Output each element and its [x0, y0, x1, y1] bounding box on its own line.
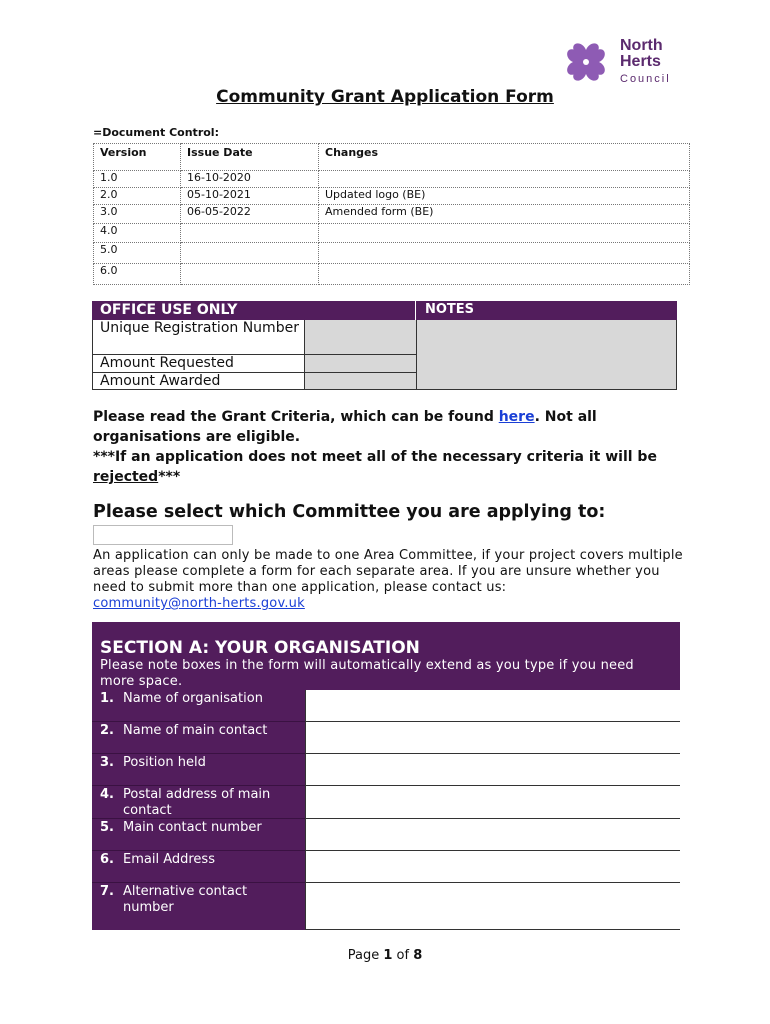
page-footer [0, 948, 770, 963]
field-label-alternative-contact [92, 883, 305, 930]
table-row [94, 243, 690, 264]
column-header-changes: Changes [319, 144, 690, 171]
committee-heading: Please select which Committee you are applying to: [93, 502, 606, 522]
table-row [94, 188, 690, 205]
amount-requested-field[interactable] [304, 355, 416, 373]
table-cell: 5.0 [94, 243, 181, 264]
field-number: 6. [100, 852, 114, 867]
document-control-table [93, 143, 690, 285]
office-use-heading: OFFICE USE ONLY [100, 302, 238, 318]
amount-awarded-field[interactable] [304, 373, 416, 389]
field-label-main-contact [92, 722, 305, 754]
amount-requested-label: Amount Requested [93, 355, 304, 373]
section-a-title: SECTION A: YOUR ORGANISATION [100, 638, 420, 658]
table-row [94, 171, 690, 188]
unique-registration-number-label: Unique Registration Number [93, 320, 304, 355]
amount-awarded-label: Amount Awarded [100, 373, 221, 389]
table-cell: 06-05-2022 [181, 205, 319, 224]
total-pages: 8 [413, 948, 423, 963]
notes-field[interactable] [416, 320, 676, 389]
committee-instructions-text: An application can only be made to one Area Committee, if your project covers multiple areas please complete a form for each separate area. If you are unsure whether you need to submit more than one application, please contact us: [93, 548, 683, 595]
notice-warning-text: ***If an application does not meet all of the necessary criteria it will be [93, 449, 657, 465]
notice-text: . Not all organisations are eligible. [93, 409, 597, 445]
field-number: 7. [100, 884, 114, 899]
table-cell [319, 264, 690, 285]
column-header-issue-date: Issue Date [181, 144, 319, 171]
unique-registration-number-field[interactable] [304, 320, 416, 355]
field-number: 4. [100, 787, 114, 802]
alternative-contact-input[interactable] [305, 883, 680, 930]
field-label-text: Alternative contact number [123, 884, 248, 915]
organisation-name-input[interactable] [305, 690, 680, 722]
email-input[interactable] [305, 851, 680, 883]
field-label-text: Name of main contact [123, 723, 268, 738]
office-use-header [92, 301, 677, 320]
table-cell: 1.0 [94, 171, 181, 188]
footer-text: Page [347, 948, 384, 963]
footer-text: of [392, 948, 414, 963]
main-contact-input[interactable] [305, 722, 680, 754]
section-a-header [92, 622, 680, 690]
field-label-text: Email Address [123, 852, 215, 867]
current-page-number: 1 [383, 948, 393, 963]
table-cell: 16-10-2020 [181, 171, 319, 188]
table-cell [319, 243, 690, 264]
notice-text: Please read the Grant Criteria, which can be found [93, 409, 499, 425]
table-cell [181, 224, 319, 243]
logo-line-3: Council [620, 73, 671, 85]
field-number: 1. [100, 691, 114, 706]
field-number: 2. [100, 723, 114, 738]
section-a-subtitle: Please note boxes in the form will automatically extend as you type if you need more space. [100, 658, 634, 689]
field-label-text: Position held [123, 755, 206, 770]
field-label-main-contact-number [92, 819, 305, 851]
logo-text [620, 38, 671, 87]
field-label-text: Postal address of main contact [123, 787, 271, 818]
committee-select[interactable] [93, 525, 233, 545]
table-row [94, 224, 690, 243]
committee-instructions [93, 548, 683, 612]
grant-criteria-link[interactable]: here [498, 409, 535, 425]
document-control-label: =Document Control: [93, 126, 219, 139]
grant-criteria-notice [93, 407, 683, 487]
notice-warning-suffix: *** [158, 469, 181, 485]
position-held-input[interactable] [305, 754, 680, 786]
field-label-postal-address [92, 786, 305, 819]
field-number: 5. [100, 820, 114, 835]
table-cell: 4.0 [94, 224, 181, 243]
table-row [94, 205, 690, 224]
field-label-text: Name of organisation [123, 691, 263, 706]
rejected-text: rejected [93, 469, 159, 485]
field-label-text: Main contact number [123, 820, 262, 835]
table-cell: 3.0 [94, 205, 181, 224]
table-cell: 05-10-2021 [181, 188, 319, 205]
table-cell [181, 243, 319, 264]
table-row [94, 264, 690, 285]
table-cell: Amended form (BE) [319, 205, 690, 224]
main-contact-number-input[interactable] [305, 819, 680, 851]
logo-line-2: Herts [620, 53, 661, 70]
notes-heading: NOTES [425, 302, 475, 317]
table-cell: 2.0 [94, 188, 181, 205]
logo-line-1: North [620, 37, 663, 54]
table-cell [319, 224, 690, 243]
contact-email-link[interactable]: community@north-herts.gov.uk [93, 596, 305, 611]
postal-address-input[interactable] [305, 786, 680, 819]
table-cell: Updated logo (BE) [319, 188, 690, 205]
table-cell [181, 264, 319, 285]
page-title: Community Grant Application Form [216, 87, 554, 107]
table-cell [319, 171, 690, 188]
field-label-position-held [92, 754, 305, 786]
column-header-version: Version [94, 144, 181, 171]
field-label-email [92, 851, 305, 883]
table-cell: 6.0 [94, 264, 181, 285]
field-number: 3. [100, 755, 114, 770]
header-divider [415, 301, 416, 320]
field-label-organisation-name [92, 690, 305, 722]
